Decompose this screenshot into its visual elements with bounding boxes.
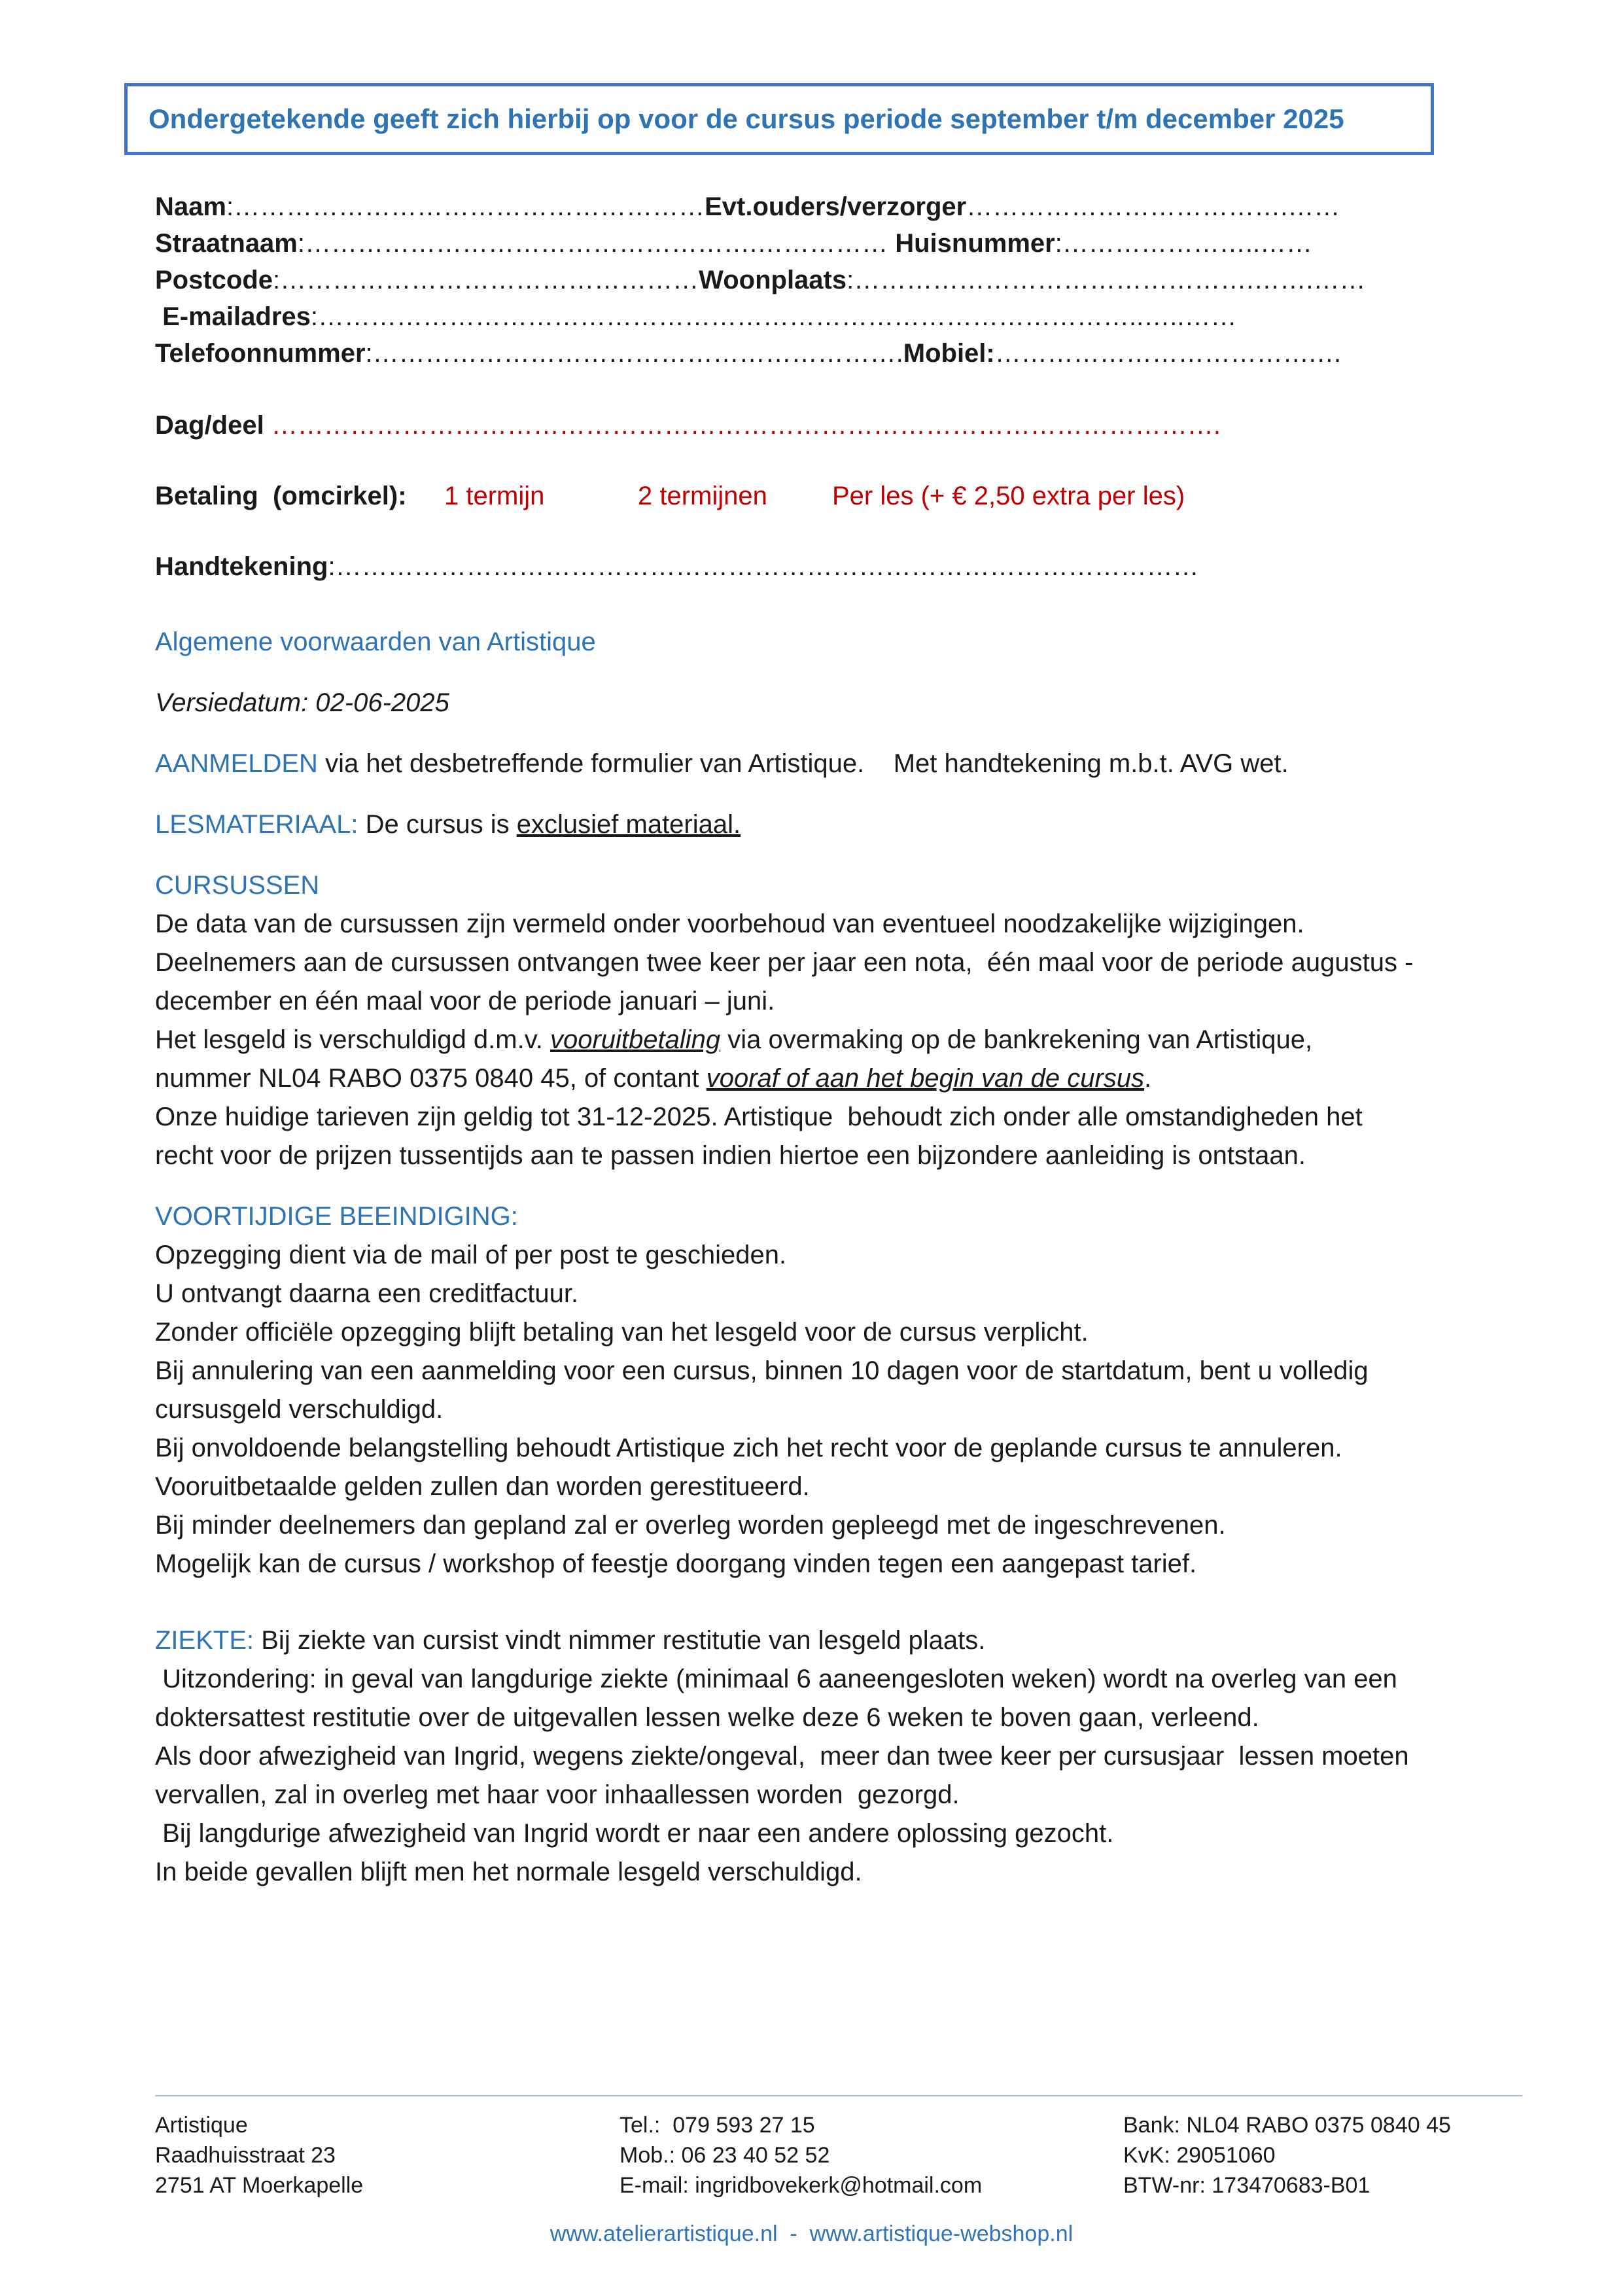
cursussen-line: december en één maal voor de periode januari – juni. bbox=[155, 987, 775, 1016]
form-row-telefoon bbox=[155, 335, 1365, 372]
ziekte-line: Bij langdurige afwezigheid van Ingrid wordt er naar een andere oplossing gezocht. bbox=[155, 1819, 1114, 1848]
naam-field[interactable]: :……………………………………………… bbox=[226, 192, 705, 221]
aanmelden-paragraph: AANMELDEN via het desbetreffende formulier van Artistique. Met handtekening m.b.t. AVG wet. bbox=[155, 749, 1289, 778]
dagdeel-label: Dag/deel bbox=[155, 411, 271, 440]
form-row-betaling bbox=[155, 478, 1365, 514]
betaling-option-2-termijnen[interactable]: 2 termijnen bbox=[638, 482, 767, 510]
ziekte-heading: ZIEKTE: bbox=[155, 1626, 254, 1655]
registration-form bbox=[155, 188, 1365, 585]
footer-street: Raadhuisstraat 23 bbox=[155, 2143, 336, 2168]
ziekte-line: Als door afwezigheid van Ingrid, wegens ziekte/ongeval, meer dan twee keer per cursusjaar lessen moeten bbox=[155, 1742, 1409, 1771]
terms-section bbox=[155, 623, 1476, 1892]
woonplaats-field[interactable]: :……………………………………….…….…… bbox=[846, 266, 1366, 294]
betaling-option-per-les[interactable]: Per les (+ € 2,50 extra per les) bbox=[832, 482, 1185, 510]
lesmateriaal-paragraph: LESMATERIAAL: De cursus is exclusief materiaal. bbox=[155, 810, 741, 839]
footer-divider bbox=[155, 2095, 1522, 2096]
footer-phone: Tel.: 079 593 27 15 bbox=[620, 2113, 815, 2138]
cursussen-line: Het lesgeld is verschuldigd d.m.v. vooruitbetaling via overmaking op de bankrekening van Artistique, bbox=[155, 1025, 1313, 1054]
ziekte-line: doktersattest restitutie over de uitgevallen lessen welke deze 6 weken te boven gaan, verleend. bbox=[155, 1703, 1259, 1732]
form-row-naam bbox=[155, 188, 1365, 225]
beeindiging-line: Vooruitbetaalde gelden zullen dan worden gerestitueerd. bbox=[155, 1472, 810, 1501]
cursussen-line: recht voor de prijzen tussentijds aan te passen indien hiertoe een bijzondere aanleiding is ontstaan. bbox=[155, 1141, 1306, 1170]
ziekte-line: In beide gevallen blijft men het normale lesgeld verschuldigd. bbox=[155, 1858, 862, 1886]
form-row-straat bbox=[155, 225, 1365, 262]
cursussen-heading: CURSUSSEN bbox=[155, 871, 320, 900]
footer-business bbox=[1123, 2110, 1451, 2200]
beeindiging-line: Opzegging dient via de mail of per post te geschieden. bbox=[155, 1241, 787, 1269]
ziekte-line: vervallen, zal in overleg met haar voor inhaallessen worden gezorgd. bbox=[155, 1780, 960, 1809]
footer-address bbox=[155, 2110, 363, 2200]
email-field[interactable]: :…………………………………………………………………………………..…..…… bbox=[310, 302, 1237, 331]
telefoon-label: Telefoonnummer bbox=[155, 339, 366, 368]
cursussen-line: De data van de cursussen zijn vermeld onder voorbehoud van eventueel noodzakelijke wijzigingen. bbox=[155, 910, 1304, 938]
cursussen-line: Onze huidige tarieven zijn geldig tot 31-12-2025. Artistique behoudt zich onder alle omstandigheden het bbox=[155, 1103, 1363, 1131]
ouders-field[interactable]: ……………………………….…… bbox=[966, 192, 1340, 221]
beeindiging-line: Mogelijk kan de cursus / workshop of feestje doorgang vinden tegen een aangepast tarief. bbox=[155, 1549, 1197, 1578]
footer-bank: Bank: NL04 RABO 0375 0840 45 bbox=[1123, 2113, 1451, 2138]
handtekening-label: Handtekening bbox=[155, 552, 328, 581]
beeindiging-line: Zonder officiële opzegging blijft betaling van het lesgeld voor de cursus verplicht. bbox=[155, 1318, 1089, 1347]
footer-email[interactable]: E-mail: ingridbovekerk@hotmail.com bbox=[620, 2173, 983, 2198]
lesmateriaal-heading: LESMATERIAAL: bbox=[155, 810, 358, 839]
email-label: E-mailadres bbox=[155, 302, 311, 331]
beeindiging-line: Bij annulering van een aanmelding voor een cursus, binnen 10 dagen voor de startdatum, bent u volledig bbox=[155, 1356, 1369, 1385]
footer-websites[interactable]: www.atelierartistique.nl - www.artistique-webshop.nl bbox=[550, 2221, 1073, 2246]
huisnr-field[interactable]: :…………………..…… bbox=[1055, 229, 1313, 258]
footer-kvk: KvK: 29051060 bbox=[1123, 2143, 1276, 2168]
footer-contact bbox=[620, 2110, 982, 2200]
huisnr-label: Huisnummer bbox=[895, 229, 1055, 258]
beeindiging-line: Bij minder deelnemers dan gepland zal er overleg worden gepleegd met de ingeschrevenen. bbox=[155, 1511, 1226, 1540]
footer-btw: BTW-nr: 173470683-B01 bbox=[1123, 2173, 1370, 2198]
terms-title: Algemene voorwaarden van Artistique bbox=[155, 627, 596, 656]
mobiel-field[interactable]: ……………………………….… bbox=[994, 339, 1342, 368]
cursussen-line: nummer NL04 RABO 0375 0840 45, of contant vooraf of aan het begin van de cursus. bbox=[155, 1064, 1152, 1093]
beeindiging-heading: VOORTIJDIGE BEEINDIGING: bbox=[155, 1202, 518, 1231]
header-title-box bbox=[124, 83, 1434, 155]
ouders-label: Evt.ouders/verzorger bbox=[705, 192, 967, 221]
straat-label: Straatnaam bbox=[155, 229, 298, 258]
woonplaats-label: Woonplaats bbox=[699, 266, 847, 294]
dagdeel-field[interactable]: ………………………………………………………………………………………………. bbox=[271, 411, 1221, 440]
footer-company: Artistique bbox=[155, 2113, 248, 2138]
naam-label: Naam bbox=[155, 192, 226, 221]
betaling-label: Betaling (omcirkel): bbox=[155, 482, 407, 510]
straat-field[interactable]: :…………………………………………….…………… bbox=[297, 229, 896, 258]
footer-city: 2751 AT Moerkapelle bbox=[155, 2173, 364, 2198]
form-row-postcode bbox=[155, 262, 1365, 298]
form-row-dagdeel bbox=[155, 407, 1365, 444]
cursussen-line: Deelnemers aan de cursussen ontvangen twee keer per jaar een nota, één maal voor de periode augustus - bbox=[155, 948, 1414, 977]
postcode-field[interactable]: :………………………………………… bbox=[273, 266, 699, 294]
betaling-option-1-termijn[interactable]: 1 termijn bbox=[444, 482, 545, 510]
footer-mobile: Mob.: 06 23 40 52 52 bbox=[620, 2143, 830, 2168]
terms-version: Versiedatum: 02-06-2025 bbox=[155, 688, 449, 717]
beeindiging-line: cursusgeld verschuldigd. bbox=[155, 1395, 444, 1424]
header-title: Ondergetekende geeft zich hierbij op voor de cursus periode september t/m december 2025 bbox=[148, 103, 1344, 134]
form-row-handtekening bbox=[155, 548, 1365, 585]
form-row-email bbox=[155, 298, 1365, 335]
ziekte-line: Uitzondering: in geval van langdurige ziekte (minimaal 6 aaneengesloten weken) wordt na overleg van een bbox=[155, 1665, 1397, 1693]
beeindiging-line: Bij onvoldoende belangstelling behoudt Artistique zich het recht voor de geplande cursus te annuleren. bbox=[155, 1434, 1342, 1462]
postcode-label: Postcode bbox=[155, 266, 273, 294]
beeindiging-line: U ontvangt daarna een creditfactuur. bbox=[155, 1279, 579, 1308]
mobiel-label: Mobiel: bbox=[903, 339, 995, 368]
aanmelden-heading: AANMELDEN bbox=[155, 749, 318, 778]
ziekte-paragraph: ZIEKTE: Bij ziekte van cursist vindt nimmer restitutie van lesgeld plaats. bbox=[155, 1626, 986, 1655]
telefoon-field[interactable]: :……………………………………………………. bbox=[365, 339, 903, 368]
handtekening-field[interactable]: :……………………………………………………………………………………… bbox=[328, 552, 1199, 581]
